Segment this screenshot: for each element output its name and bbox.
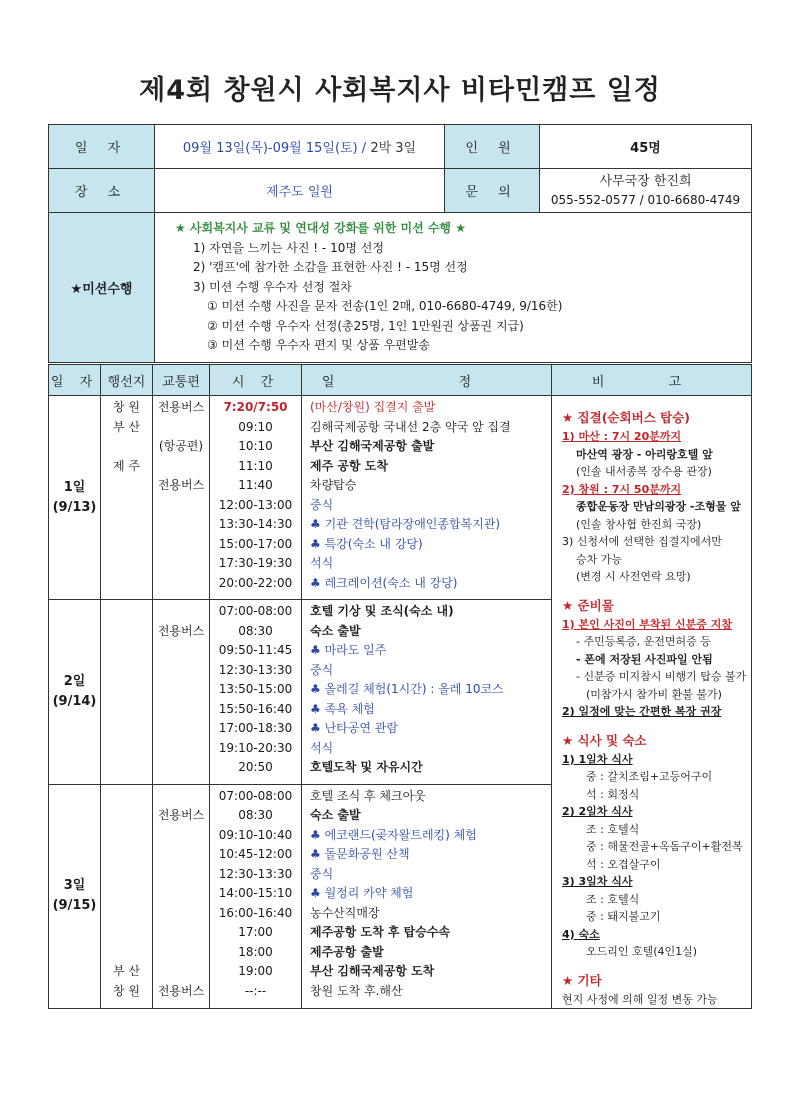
schedule-destination: 창 원 bbox=[113, 400, 140, 414]
date-label: 일 자 bbox=[49, 125, 155, 169]
notes-line: 석 : 오겹살구이 bbox=[586, 857, 661, 871]
notes-line: 3) 3일차 식사 bbox=[562, 875, 633, 888]
schedule-transport: 전용버스 bbox=[157, 983, 205, 998]
mission-content bbox=[155, 213, 752, 363]
time-cell bbox=[210, 600, 302, 784]
mission-heading: ★ 사회복지사 교류 및 연대성 강화를 위한 미션 수행 ★ bbox=[175, 221, 466, 235]
schedule-event: 제주공항 출발 bbox=[310, 944, 384, 959]
day-date: (9/13) bbox=[52, 499, 97, 515]
notes-line: 마산역 광장 - 아리랑호텔 앞 bbox=[576, 447, 713, 461]
schedule-destination bbox=[101, 826, 152, 846]
schedule-time: 08:30 bbox=[238, 623, 273, 638]
schedule-event: 숙소 출발 bbox=[310, 623, 361, 638]
info-table bbox=[48, 124, 752, 363]
event-cell bbox=[302, 784, 552, 1008]
people-label: 인 원 bbox=[445, 125, 540, 169]
notes-section-title: ★ 준비물 bbox=[562, 597, 614, 613]
time-cell bbox=[210, 396, 302, 600]
event-cell bbox=[302, 600, 552, 784]
schedule-time: 19:00 bbox=[238, 964, 273, 979]
contact-phone: 055-552-0577 / 010-6680-4749 bbox=[550, 192, 741, 207]
schedule-event: 호텔 기상 및 조식(숙소 내) bbox=[310, 604, 454, 619]
schedule-time: 12:30-13:30 bbox=[218, 662, 293, 677]
schedule-time: 13:30-14:30 bbox=[218, 517, 293, 531]
day-label: 3일 bbox=[63, 878, 86, 894]
schedule-time: 18:00 bbox=[238, 944, 273, 959]
schedule-destination bbox=[101, 515, 152, 535]
schedule-transport bbox=[153, 641, 209, 661]
notes-cell bbox=[552, 396, 752, 1009]
schedule-destination bbox=[101, 904, 152, 924]
schedule-destination bbox=[101, 680, 152, 700]
schedule-destination bbox=[101, 602, 152, 622]
notes-line: 현지 사정에 의해 일정 변동 가능 bbox=[562, 992, 718, 1006]
notes-line: 1) 마산 : 7시 20분까지 bbox=[562, 430, 682, 443]
schedule-transport bbox=[153, 739, 209, 759]
header-destination: 행선지 bbox=[101, 365, 153, 396]
schedule-time: 15:00-17:00 bbox=[218, 536, 293, 551]
notes-line: 조 : 호텔식 bbox=[586, 892, 640, 906]
schedule-destination bbox=[101, 574, 152, 594]
notes-line: 1) 본인 사진이 부착된 신분증 지참 bbox=[562, 617, 732, 631]
schedule-time: 07:00-08:00 bbox=[218, 604, 293, 619]
schedule-time: 09:50-11:45 bbox=[218, 643, 293, 658]
schedule-destination bbox=[101, 806, 152, 826]
transport-cell bbox=[153, 784, 210, 1008]
schedule-destination bbox=[101, 535, 152, 555]
time-cell bbox=[210, 784, 302, 1008]
schedule-time: 7:20/7:50 bbox=[223, 400, 288, 414]
notes-line: (인솔 창사협 한진희 국장) bbox=[576, 517, 702, 531]
schedule-destination: 창 원 bbox=[113, 983, 140, 998]
date-value: 09월 13일(목)-09월 15일(토) bbox=[182, 141, 358, 156]
schedule-destination bbox=[101, 865, 152, 885]
schedule-transport bbox=[153, 904, 209, 924]
header-notes: 비 고 bbox=[552, 365, 752, 396]
schedule-time: 10:45-12:00 bbox=[218, 847, 293, 862]
schedule-destination: 부 산 bbox=[113, 419, 140, 434]
mission-step: ② 미션 수행 우수자 선정(총25명, 1인 1만원권 상품권 지급) bbox=[207, 318, 524, 333]
schedule-transport bbox=[153, 865, 209, 885]
people-value: 45명 bbox=[540, 125, 752, 169]
schedule-event: ♣ 족욕 체험 bbox=[310, 701, 375, 716]
schedule-time: 20:00-22:00 bbox=[218, 575, 293, 590]
schedule-destination bbox=[101, 923, 152, 943]
notes-line: 승차 가능 bbox=[576, 552, 623, 566]
day-cell bbox=[49, 784, 101, 1008]
mission-label: ★미션수행 bbox=[49, 213, 155, 363]
schedule-time: 19:10-20:30 bbox=[218, 740, 293, 755]
schedule-transport bbox=[153, 515, 209, 535]
notes-line: - 주민등록증, 운전면허증 등 bbox=[576, 635, 711, 648]
schedule-time: 12:30-13:30 bbox=[218, 866, 293, 881]
schedule-time: 17:00-18:30 bbox=[218, 721, 293, 736]
schedule-destination bbox=[101, 739, 152, 759]
destination-cell bbox=[101, 784, 153, 1008]
notes-line: (변경 시 사전연락 요망) bbox=[576, 570, 691, 583]
notes-line: 2) 2일차 식사 bbox=[562, 805, 633, 818]
schedule-transport bbox=[153, 602, 209, 622]
schedule-event: ♣ 에코랜드(곶자왈트레킹) 체험 bbox=[310, 827, 477, 842]
notes-line: 2) 창원 : 7시 50분까지 bbox=[562, 482, 682, 496]
schedule-destination bbox=[101, 700, 152, 720]
header-schedule: 일 정 bbox=[302, 365, 552, 396]
schedule-transport bbox=[153, 787, 209, 807]
schedule-time: 20:50 bbox=[238, 760, 273, 775]
schedule-transport: (항공편) bbox=[158, 439, 204, 453]
schedule-transport bbox=[153, 418, 209, 438]
schedule-transport bbox=[153, 457, 209, 477]
place-label: 장 소 bbox=[49, 169, 155, 213]
notes-line: - 신분증 미지참시 비행기 탑승 불가 bbox=[576, 670, 747, 683]
day-label: 2일 bbox=[63, 673, 86, 689]
schedule-destination bbox=[101, 554, 152, 574]
event-cell bbox=[302, 396, 552, 600]
schedule-event: ♣ 월정리 카약 체험 bbox=[310, 886, 414, 901]
destination-cell bbox=[101, 396, 153, 600]
schedule-time: 08:30 bbox=[238, 808, 273, 823]
schedule-event: 숙소 출발 bbox=[310, 808, 361, 823]
notes-line: - 폰에 저장된 사진파일 안됨 bbox=[576, 652, 713, 666]
schedule-transport bbox=[153, 845, 209, 865]
notes-line: 2) 일정에 맞는 간편한 복장 권장 bbox=[562, 705, 722, 718]
schedule-destination bbox=[101, 496, 152, 516]
notes-section-title: ★ 집결(순회버스 탑승) bbox=[562, 410, 690, 425]
schedule-transport bbox=[153, 680, 209, 700]
place-value: 제주도 일원 bbox=[155, 169, 445, 213]
schedule-time: 11:40 bbox=[238, 478, 273, 492]
schedule-event: 부산 김해국제공항 출발 bbox=[310, 439, 435, 453]
date-value-cell bbox=[155, 125, 445, 169]
day-label: 1일 bbox=[63, 479, 86, 495]
schedule-event: ♣ 마라도 일주 bbox=[310, 643, 387, 658]
schedule-transport bbox=[153, 574, 209, 594]
mission-step: ① 미션 수행 사진을 문자 전송(1인 2매, 010-6680-4749, 9/16한) bbox=[207, 299, 563, 313]
schedule-destination bbox=[101, 884, 152, 904]
schedule-transport bbox=[153, 962, 209, 982]
schedule-destination: 제 주 bbox=[113, 458, 140, 473]
notes-line: (인솔 내서종복 장수용 관장) bbox=[576, 465, 712, 478]
schedule-event: 차량탑승 bbox=[310, 478, 357, 492]
schedule-time: 07:00-08:00 bbox=[218, 788, 293, 803]
contact-cell bbox=[540, 169, 752, 213]
schedule-time: 09:10 bbox=[238, 419, 273, 434]
schedule-time: 12:00-13:00 bbox=[218, 497, 293, 512]
schedule-event: 제주공항 도착 후 탑승수속 bbox=[310, 925, 451, 940]
header-time: 시 간 bbox=[210, 365, 302, 396]
schedule-time: 09:10-10:40 bbox=[218, 827, 293, 842]
schedule-event: 창원 도착 후.해산 bbox=[310, 983, 403, 998]
mission-item: 3) 미션 수행 우수자 선정 절차 bbox=[193, 279, 352, 294]
contact-label: 문 의 bbox=[445, 169, 540, 213]
schedule-transport: 전용버스 bbox=[157, 808, 205, 823]
schedule-event: ♣ 난타공연 관람 bbox=[310, 721, 398, 736]
mission-item: 1) 자연을 느끼는 사진 ! - 10명 선정 bbox=[193, 240, 384, 255]
schedule-destination bbox=[101, 476, 152, 496]
schedule-transport: 전용버스 bbox=[157, 478, 205, 492]
schedule-event: 중식 bbox=[310, 866, 334, 881]
schedule-destination bbox=[101, 943, 152, 963]
schedule-time: 13:50-15:00 bbox=[218, 682, 293, 697]
schedule-destination bbox=[101, 719, 152, 739]
schedule-transport: 전용버스 bbox=[157, 400, 205, 414]
mission-item: 2) '캠프'에 참가한 소감을 표현한 사진 ! - 15명 선정 bbox=[193, 260, 468, 274]
schedule-event: ♣ 돌문화공원 산책 bbox=[310, 847, 410, 862]
schedule-time: 16:00-16:40 bbox=[218, 905, 293, 920]
header-day: 일 자 bbox=[49, 365, 101, 396]
schedule-destination: 부 산 bbox=[113, 964, 140, 979]
schedule-time: 10:10 bbox=[238, 439, 273, 453]
day-row bbox=[49, 396, 752, 600]
notes-line: 3) 신청서에 선택한 집결지에서만 bbox=[562, 535, 722, 548]
day-date: (9/15) bbox=[52, 898, 97, 914]
schedule-event: 호텔도착 및 자유시간 bbox=[310, 760, 423, 775]
header-transport: 교통편 bbox=[153, 365, 210, 396]
date-nights: 2박 3일 bbox=[370, 141, 417, 156]
transport-cell bbox=[153, 600, 210, 784]
notes-section-title: ★ 식사 및 숙소 bbox=[562, 732, 647, 748]
schedule-transport bbox=[153, 496, 209, 516]
notes-line: 석 : 회정식 bbox=[586, 787, 640, 801]
schedule-destination bbox=[101, 758, 152, 778]
schedule-event: 제주 공항 도착 bbox=[310, 458, 388, 473]
notes-line: 4) 숙소 bbox=[562, 927, 600, 941]
schedule-destination bbox=[101, 787, 152, 807]
notes-line: 오드리인 호텔(4인1실) bbox=[586, 945, 698, 958]
notes-line: 조 : 호텔식 bbox=[586, 822, 640, 836]
notes-section-title: ★ 기타 bbox=[562, 972, 602, 988]
schedule-time: 17:30-19:30 bbox=[218, 556, 293, 570]
schedule-destination bbox=[101, 845, 152, 865]
schedule-transport: 전용버스 bbox=[157, 623, 205, 638]
notes-line: 중 : 돼지불고기 bbox=[586, 910, 661, 923]
schedule-event: (마산/창원) 집결지 출발 bbox=[310, 400, 436, 414]
notes-line: (미참가시 참가비 환불 불가) bbox=[586, 687, 722, 701]
schedule-time: 11:10 bbox=[238, 458, 273, 473]
schedule-transport bbox=[153, 758, 209, 778]
schedule-destination bbox=[101, 622, 152, 642]
date-separator: / bbox=[357, 141, 371, 156]
destination-cell bbox=[101, 600, 153, 784]
schedule-transport bbox=[153, 923, 209, 943]
day-date: (9/14) bbox=[52, 693, 97, 709]
schedule-time: 14:00-15:10 bbox=[218, 886, 293, 901]
notes-line: 1) 1일차 식사 bbox=[562, 752, 633, 766]
day-cell bbox=[49, 600, 101, 784]
schedule-event: 호텔 조식 후 체크아웃 bbox=[310, 788, 426, 803]
schedule-time: --:-- bbox=[244, 983, 267, 998]
contact-name: 사무국장 한진희 bbox=[599, 173, 692, 189]
notes-line: 종합운동장 만남의광장 -조형물 앞 bbox=[576, 500, 741, 513]
schedule-destination bbox=[101, 641, 152, 661]
page-title: 제4회 창원시 사회복지사 비타민캠프 일정 bbox=[139, 75, 661, 106]
notes-line: 중 : 갈치조림+고등어구이 bbox=[586, 770, 713, 783]
schedule-event: 석식 bbox=[310, 740, 334, 755]
schedule-event: 부산 김해국제공항 도착 bbox=[310, 964, 435, 979]
schedule-event: 중식 bbox=[310, 662, 334, 677]
schedule-destination bbox=[101, 661, 152, 681]
schedule-transport bbox=[153, 554, 209, 574]
schedule-transport bbox=[153, 535, 209, 555]
schedule-transport bbox=[153, 661, 209, 681]
day-cell bbox=[49, 396, 101, 600]
schedule-event: ♣ 레크레이션(숙소 내 강당) bbox=[310, 575, 458, 590]
schedule-time: 15:50-16:40 bbox=[218, 701, 293, 716]
schedule-transport bbox=[153, 700, 209, 720]
schedule-event: ♣ 기관 견학(탐라장애인종합복지관) bbox=[310, 517, 501, 531]
schedule-transport bbox=[153, 884, 209, 904]
mission-step: ③ 미션 수행 우수자 편지 및 상품 우편발송 bbox=[207, 338, 430, 352]
schedule-event: 중식 bbox=[310, 497, 334, 512]
schedule-event: ♣ 올레길 체험(1시간) : 올레 10코스 bbox=[310, 682, 504, 697]
schedule-transport bbox=[153, 943, 209, 963]
schedule-event: ♣ 특강(숙소 내 강당) bbox=[310, 536, 423, 551]
schedule-transport bbox=[153, 826, 209, 846]
schedule-event: 농수산직매장 bbox=[310, 905, 380, 920]
notes-line: 중 : 해물전골+옥돔구이+활전복 bbox=[586, 840, 743, 853]
schedule-event: 석식 bbox=[310, 556, 334, 570]
schedule-transport bbox=[153, 719, 209, 739]
schedule-destination bbox=[101, 437, 152, 457]
transport-cell bbox=[153, 396, 210, 600]
schedule-time: 17:00 bbox=[238, 925, 273, 940]
schedule-table bbox=[48, 364, 752, 1009]
schedule-event: 김해국제공항 국내선 2층 약국 앞 집결 bbox=[310, 419, 511, 434]
